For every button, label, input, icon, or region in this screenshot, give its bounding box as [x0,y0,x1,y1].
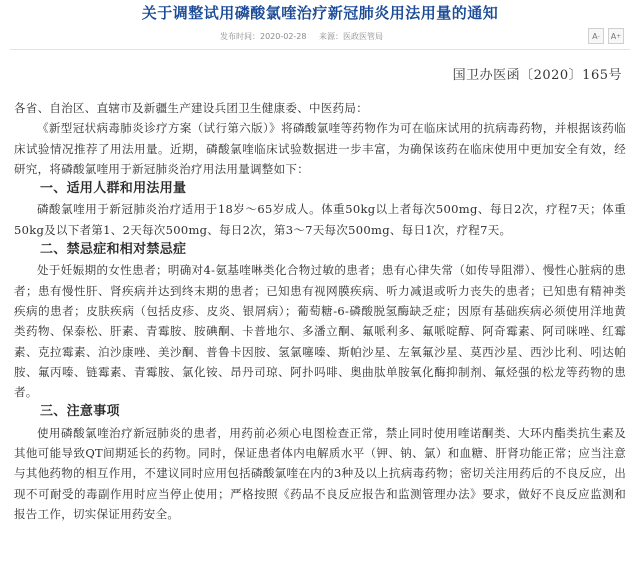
section-text-1: 磷酸氯喹用于新冠肺炎治疗适用于18岁～65岁成人。体重50kg以上者每次500mg、每日2次，疗程7天；体重50kg及以下者第1、2天每次500mg、每日2次，第3～7天每次500mg、每日1次，疗程7天。 [14,202,626,237]
section-text-3: 使用磷酸氯喹治疗新冠肺炎的患者，用药前必须心电图检查正常，禁止同时使用喹诺酮类、大环内酯类抗生素及其他可能导致QT间期延长的药物。同时，保证患者体内电解质水平（钾、钠、氯）和血糖、肝肾功能正常；应当注意与其他药物的相互作用，不建议同时应用包括磷酸氯喹在内的3种及以上抗病毒药物；密切关注用药后的不良反应，出现不可耐受的毒副作用时应当停止使用；严格按照《药品不良反应报告和监测管理办法》要求，做好不良反应监测和报告工作，切实保证用药安全。 [14,425,626,521]
intro-paragraph: 《新型冠状病毒肺炎诊疗方案（试行第六版）》将磷酸氯喹等药物作为可在临床试用的抗病毒药物，并根据该药临床试验情况推荐了用法用量。近期，磷酸氯喹临床试验数据进一步丰富，为确保该药在临床使用中更加安全有效，经研究，将磷酸氯喹用于新冠肺炎治疗用法用量调整如下： [14,121,626,176]
article-meta [220,31,393,42]
header-divider [10,49,630,50]
document-number: 国卫办医函〔2020〕165号 [452,68,622,83]
font-decrease-button[interactable] [588,28,604,44]
section-heading-2: 二、禁忌症和相对禁忌症 [40,242,187,258]
font-decrease-sup: - [597,32,600,40]
section-heading-1: 一、适用人群和用法用量 [40,181,187,197]
article-title: 关于调整试用磷酸氯喹治疗新冠肺炎用法用量的通知 [141,4,499,22]
section-heading-3: 三、注意事项 [40,404,120,420]
article-source: 来源：医政医管局 [319,32,384,41]
font-decrease-label: A [592,31,598,41]
font-increase-button[interactable] [608,28,624,44]
publish-date: 发布时间：2020-02-28 [220,32,307,41]
font-increase-sup: + [616,32,622,40]
article-body [14,98,626,524]
font-increase-label: A [610,31,617,41]
salutation: 各省、自治区、直辖市及新疆生产建设兵团卫生健康委、中医药局： [14,101,368,115]
section-text-2: 处于妊娠期的女性患者；明确对4-氨基喹啉类化合物过敏的患者；患有心律失常（如传导阻滞）、慢性心脏病的患者；患有慢性肝、肾疾病并达到终末期的患者；已知患有视网膜疾病、听力减退或听力丧失的患者；已知患有精神类疾病的患者；皮肤疾病（包括皮疹、皮炎、银屑病）；葡萄糖-6-磷酸脱氢酶缺乏症；因原有基础疾病必须使用洋地黄类药物、保泰松、肝素、青霉胺、胺碘酮、卡普地尔、多潘立酮、氟哌利多、氟哌啶醇、阿奇霉素、阿司咪唑、红霉素、克拉霉素、泊沙康唑、美沙酮、普鲁卡因胺、氢氯噻嗪、斯帕沙星、左氧氟沙星、莫西沙星、西沙比利、吲达帕胺、氟丙嗪、链霉素、青霉胺、氯化铵、昂丹司琼、阿扑吗啡、奥曲肽单胺氧化酶抑制剂、氟烃强的松龙等药物的患者。 [14,263,626,400]
font-size-controls [588,28,624,44]
